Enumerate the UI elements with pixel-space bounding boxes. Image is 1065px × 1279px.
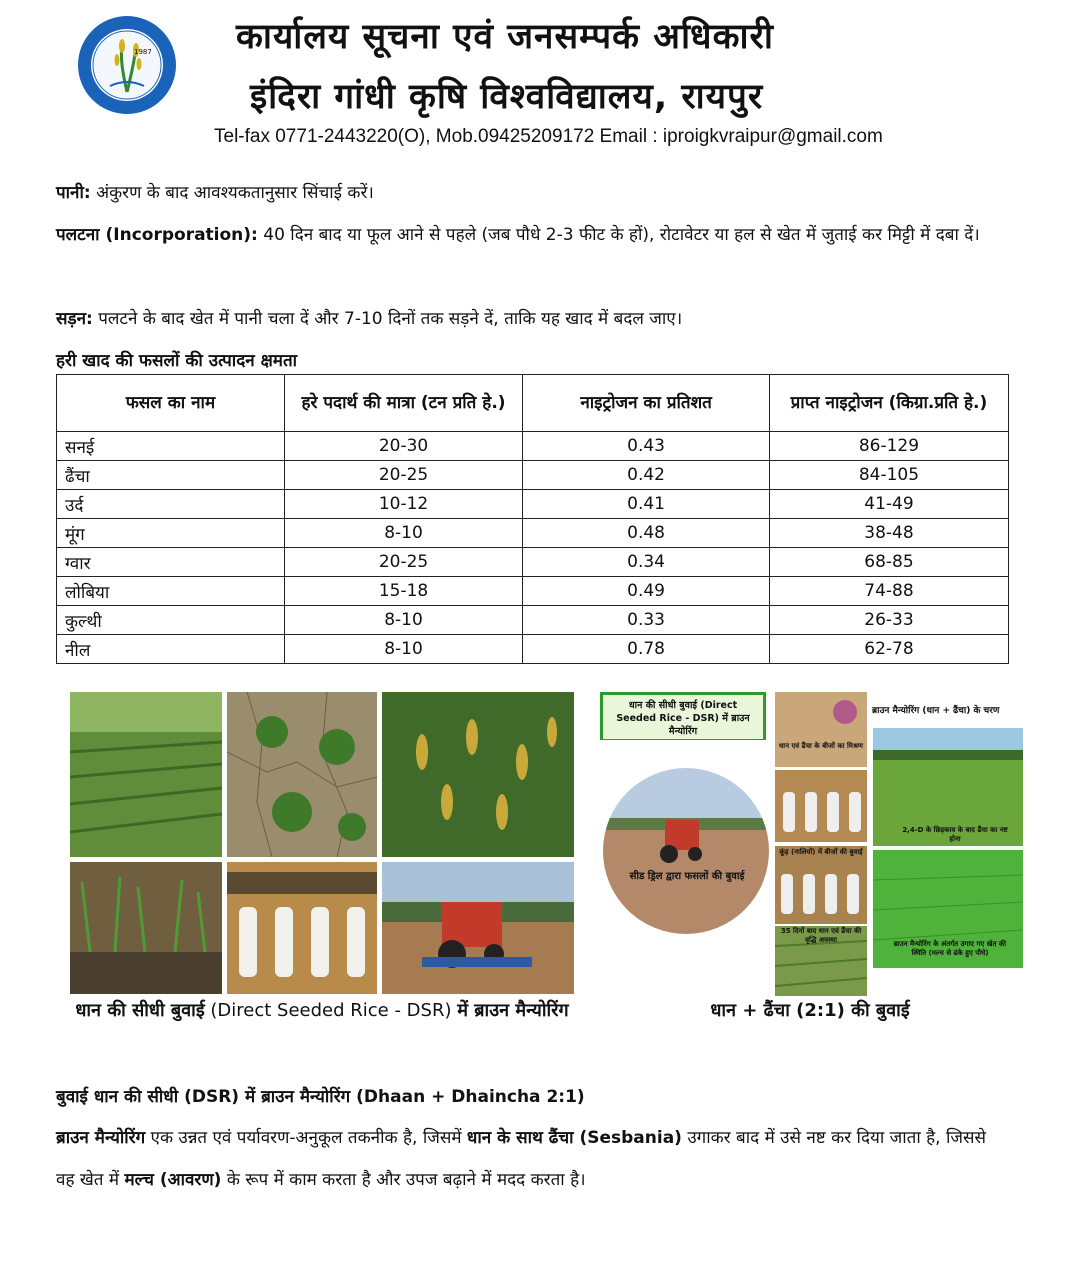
incorporation-text: 40 दिन बाद या फूल आने से पहले (जब पौधे 2-3 फीट के हों), रोटावेटर या हल से खेत में जुताई कर मिट्टी में दबा दें। [257,225,980,245]
nitrogen-percent-cell: 0.33 [523,606,770,635]
term-brown-manuring: ब्राउन मैन्योरिंग [56,1128,146,1148]
nitrogen-yield-cell: 84-105 [769,461,1008,490]
incorporation-label: पलटना (Incorporation): [56,225,258,245]
nitrogen-yield-cell: 62-78 [769,635,1008,664]
dsr-banner-text: धान की सीधी बुवाई (Direct Seeded Rice - DSR) में ब्राउन मैन्योरिंग [603,695,763,739]
right-photo-caption: धान + ढैंचा (2:1) की बुवाई [710,1000,910,1021]
stage-label-3: 35 दिनों बाद धान एवं ढैंचा की वृद्धि अवस्था [780,927,862,944]
dsr-banner [600,692,766,740]
caption-bold-part2: में ब्राउन मैन्योरिंग [457,1000,569,1021]
nitrogen-percent-cell: 0.43 [523,432,770,461]
nitrogen-percent-cell: 0.49 [523,577,770,606]
left-photo-caption [64,998,580,1023]
green-matter-cell: 15-18 [284,577,522,606]
green-matter-cell: 20-25 [284,461,522,490]
crop-name-cell: नील [57,635,285,664]
green-matter-cell: 20-25 [284,548,522,577]
crop-name-cell: सनई [57,432,285,461]
university-seal-icon [76,14,178,116]
circle-label: सीड ड्रिल द्वारा फसलों की बुवाई [629,871,745,882]
decomposition-text: पलटने के बाद खेत में पानी चला दें और 7-10 दिनों तक सड़ने दें, ताकि यह खाद में बदल जाए। [92,309,683,329]
green-manure-table [56,374,1009,664]
green-matter-cell: 8-10 [284,635,522,664]
stage-label-2: कूंड़ (नालियों) में बीजों की बुवाई [779,848,863,856]
office-title: कार्यालय सूचना एवं जनसम्पर्क अधिकारी [236,17,774,57]
nitrogen-yield-cell: 41-49 [769,490,1008,519]
green-matter-cell: 20-30 [284,432,522,461]
term-rice-sesbania: धान के साथ ढैंचा (Sesbania) [466,1128,682,1148]
water-paragraph [56,172,1006,214]
term-mulch: मल्च (आवरण) [124,1170,222,1190]
university-logo [76,14,178,116]
photo-seed-drill-tubes [227,862,377,994]
para-text-2: उगाकर बाद में उसे नष्ट कर दिया जाता है, जिससे वह खेत में [56,1128,986,1190]
table-header-row [57,375,1009,432]
crop-name-cell: ढैंचा [57,461,285,490]
table-row [57,606,1009,635]
stage-label-4: 2,4-D के छिड़काव के बाद ढैंचा का नष्ट होना [902,826,1008,843]
stage-label-5: ब्राउन मैन्योरिंग के अंतर्गत उगाए गए खेत की स्थिति (मल्च से ढंके हुए पौधे) [893,940,1007,957]
crop-name-cell: कुल्थी [57,606,285,635]
photo-tractor-circle [603,768,769,934]
water-text: अंकुरण के बाद आवश्यकतानुसार सिंचाई करें। [90,183,374,203]
nitrogen-yield-cell: 68-85 [769,548,1008,577]
photo-rice-seedlings [70,862,222,994]
decomposition-paragraph [56,298,1006,340]
nitrogen-percent-cell: 0.41 [523,490,770,519]
decomposition-label: सड़न: [56,309,93,329]
table-row [57,519,1009,548]
nitrogen-yield-cell: 74-88 [769,577,1008,606]
nitrogen-percent-cell: 0.48 [523,519,770,548]
caption-english-part: (Direct Seeded Rice - DSR) [204,1000,458,1021]
university-title: इंदिरा गांधी कृषि विश्वविद्यालय, रायपुर [250,77,764,117]
table-row [57,577,1009,606]
column-header: नाइट्रोजन का प्रतिशत [523,375,770,432]
column-header: हरे पदार्थ की मात्रा (टन प्रति हे.) [284,375,522,432]
crop-name-cell: ग्वार [57,548,285,577]
stage-label-1: धान एवं ढैंचा के बीजों का मिश्रण [779,742,863,750]
photo-sesbania-flowering [382,692,574,857]
incorporation-paragraph [56,214,1006,256]
table-row [57,432,1009,461]
green-matter-cell: 8-10 [284,606,522,635]
table-row [57,490,1009,519]
nitrogen-percent-cell: 0.34 [523,548,770,577]
section-title: बुवाई धान की सीधी (DSR) में ब्राउन मैन्योरिंग (Dhaan + Dhaincha 2:1) [56,1087,585,1107]
table-row [57,548,1009,577]
para-text-3: के रूप में काम करता है और उपज बढ़ाने में मदद करता है। [221,1170,586,1190]
photo-seed-mixing [775,692,867,767]
para-text-1: एक उन्नत एवं पर्यावरण-अनुकूल तकनीक है, जिसमें [145,1128,467,1148]
crop-name-cell: लोबिया [57,577,285,606]
nitrogen-yield-cell: 26-33 [769,606,1008,635]
column-header: फसल का नाम [57,375,285,432]
table-row [57,461,1009,490]
photo-sesbania-cracked-soil [227,692,377,857]
caption-bold-part1: धान की सीधी बुवाई [75,1000,205,1021]
table-title: हरी खाद की फसलों की उत्पादन क्षमता [56,351,298,371]
svg-text:1987: 1987 [134,48,152,56]
photo-drill-tubes-small [775,770,867,842]
nitrogen-percent-cell: 0.42 [523,461,770,490]
nitrogen-yield-cell: 86-129 [769,432,1008,461]
crop-name-cell: मूंग [57,519,285,548]
photo-furrow-sowing [775,846,867,924]
photo-sesbania-field [70,692,222,857]
nitrogen-yield-cell: 38-48 [769,519,1008,548]
brown-manuring-paragraph [56,1117,1006,1201]
nitrogen-percent-cell: 0.78 [523,635,770,664]
crop-name-cell: उर्द [57,490,285,519]
contact-line: Tel-fax 0771-2443220(O), Mob.09425209172 Email : iproigkvraipur@gmail.com [214,126,883,147]
stages-title: ब्राउन मैन्योरिंग (धान + ढैंचा) के चरण [872,706,1000,716]
green-matter-cell: 10-12 [284,490,522,519]
table-row [57,635,1009,664]
photo-tractor-seeding [382,862,574,994]
column-header: प्राप्त नाइट्रोजन (किग्रा.प्रति हे.) [769,375,1008,432]
water-label: पानी: [56,183,91,203]
green-matter-cell: 8-10 [284,519,522,548]
